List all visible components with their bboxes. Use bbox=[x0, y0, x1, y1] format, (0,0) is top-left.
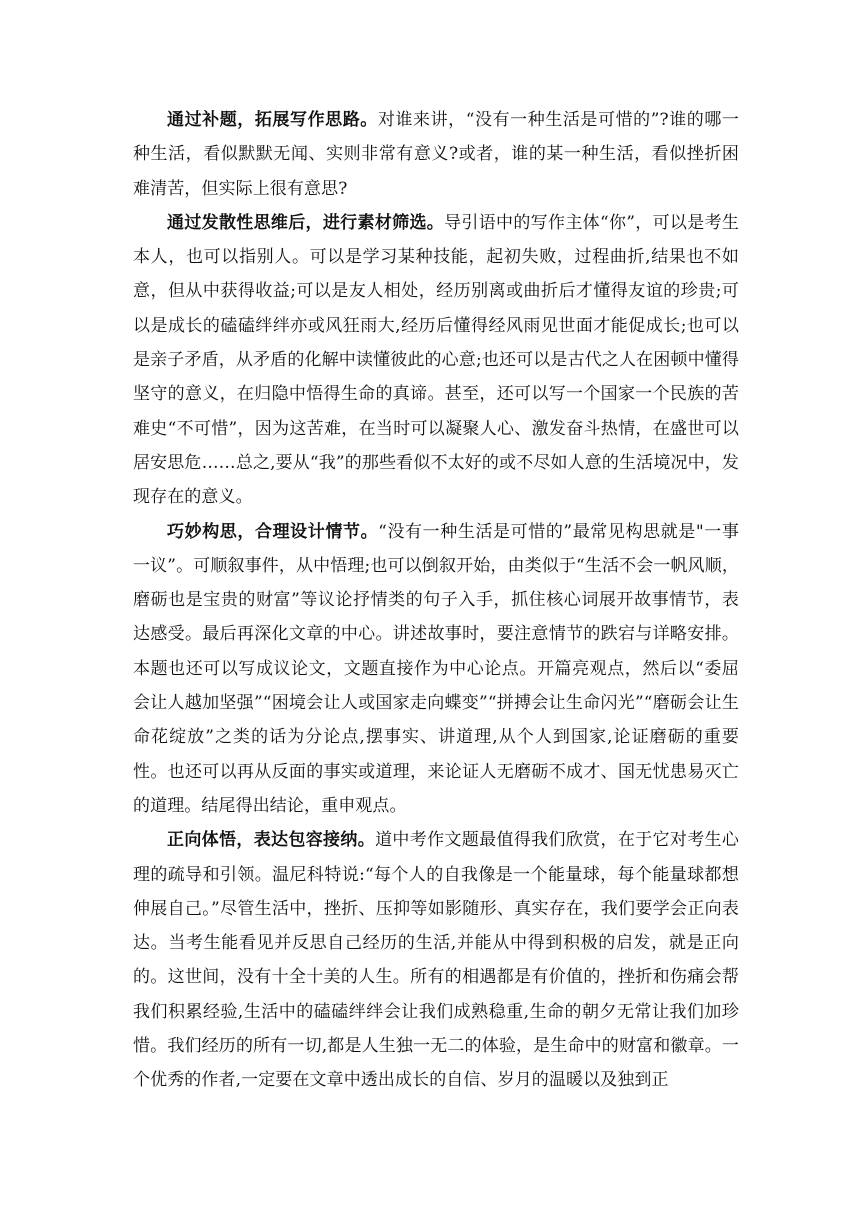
paragraph-positive-expression bbox=[133, 823, 739, 1097]
paragraph-text: 道中考作文题最值得我们欣赏，在于它对考生心理的疏导和引领。温尼科特说:“每个人的自我像是一个能量球，每个能量球都想伸展自己。”尽管生活中，挫折、压抑等如影随形、真实存在，我们要学会正向表达。当考生能看见并反思自己经历的生活,并能从中得到积极的启发，就是正向的。这世间，没有十全十美的人生。所有的相遇都是有价值的，挫折和伤痛会帮我们积累经验,生活中的磕磕绊绊会让我们成熟稳重,生命的朝夕无常让我们加珍惜。我们经历的所有一切,都是人生独一无二的体验，是生命中的财富和徽章。一个优秀的作者,一定要在文章中透出成长的自信、岁月的温暖以及独到正 bbox=[133, 830, 739, 1091]
paragraph-text: “没有一种生活是可惜的”最常见构思就是"一事一议”。可顺叙事件，从中悟理;也可以倒叙开始，由类似于“生活不会一帆风顺，磨砺也是宝贵的财富”等议论抒情类的句子入手，抓住核心词展开故事情节，表达感受。最后再深化文章的中心。讲述故事时，要注意情节的跌宕与详略安排。本题也还可以写成议论文，文题直接作为中心论点。开篇亮观点，然后以“委屈会让人越加坚强”“困境会让人或国家走向蝶变”“拼搏会让生命闪光”“磨砺会让生命花绽放”之类的话为分论点,摆事实、讲道理,从个人到国家,论证磨砺的重要性。也还可以再从反面的事实或道理，来论证人无磨砺不成才、国无忧患易灭亡的道理。结尾得出结论，重申观点。 bbox=[133, 521, 740, 816]
paragraph-material-selection bbox=[133, 206, 739, 515]
document-page bbox=[133, 103, 739, 1098]
paragraph-heading: 正向体悟，表达包容接纳。 bbox=[167, 830, 376, 851]
paragraph-plot-design bbox=[133, 515, 739, 824]
paragraph-heading: 巧妙构思，合理设计情节。 bbox=[167, 521, 379, 542]
paragraph-heading: 通过补题，拓展写作思路。 bbox=[167, 110, 378, 130]
paragraph-heading: 通过发散性思维后，进行素材筛选。 bbox=[167, 212, 445, 233]
paragraph-supplement-topic bbox=[133, 103, 739, 206]
paragraph-text: 导引语中的写作主体“你”，可以是考生本人，也可以指别人。可以是学习某种技能，起初失败，过程曲折,结果也不如意，但从中获得收益;可以是友人相处，经历别离或曲折后才懂得友谊的珍贵;可以是成长的磕磕绊绊亦或风狂雨大,经历后懂得经风雨见世面才能促成长;也可以是亲子矛盾，从矛盾的化解中读懂彼此的心意;也还可以是古代之人在困顿中懂得坚守的意义，在归隐中悟得生命的真谛。甚至，还可以写一个国家一个民族的苦难史“不可惜”，因为这苦难，在当时可以凝聚人心、激发奋斗热情，在盛世可以居安思危……总之,要从“我”的那些看似不太好的或不尽如人意的生活境况中，发现存在的意义。 bbox=[133, 212, 739, 508]
paragraph-text: 对谁来讲，“没有一种生活是可惜的”?谁的哪一种生活，看似默默无闻、实则非常有意义?或者，谁的某一种生活，看似挫折困难清苦，但实际上很有意思? bbox=[133, 110, 740, 199]
